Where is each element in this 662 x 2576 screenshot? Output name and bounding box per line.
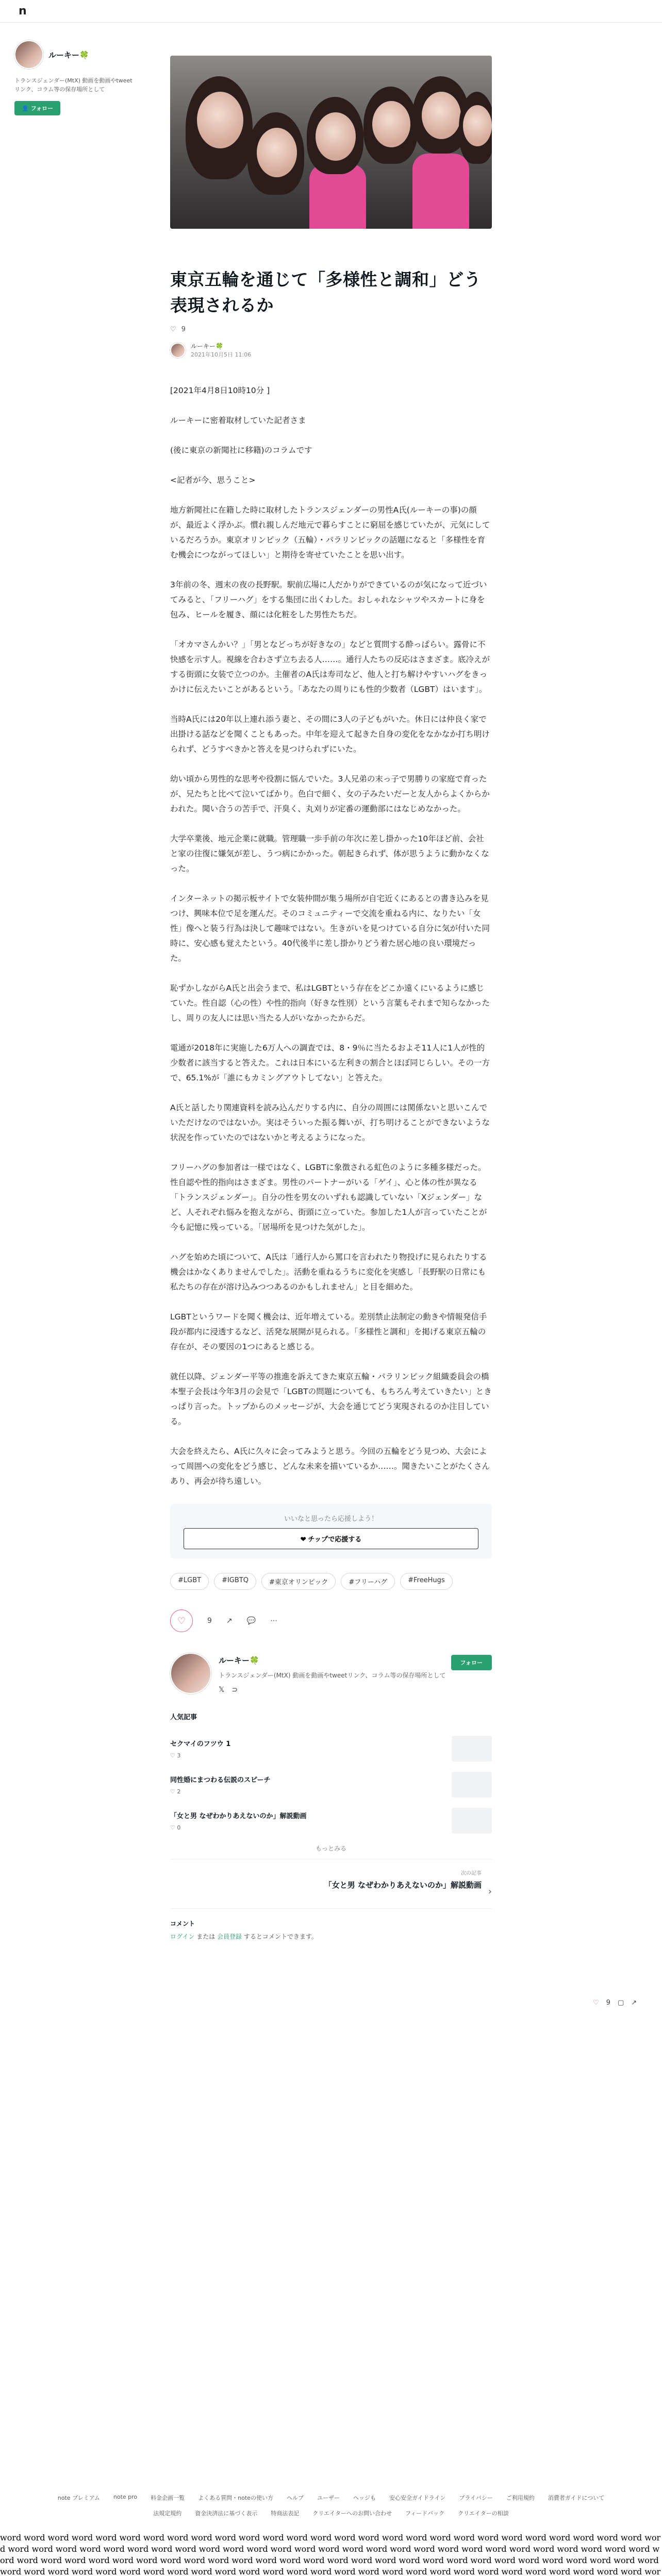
- popular-item-title[interactable]: 「女と男 なぜわかりあえないのか」解説動画: [170, 1812, 307, 1820]
- tip-button[interactable]: [184, 1528, 478, 1549]
- bookmark-icon[interactable]: ▢: [617, 1999, 624, 2007]
- footer-link[interactable]: フィードバック: [405, 2510, 444, 2517]
- follow-label: フォロー: [30, 106, 54, 112]
- popular-item-count: 2: [177, 1788, 181, 1795]
- article-paragraph: 大学卒業後、地元企業に就職。管理職一歩手前の年次に差し掛かった10年ほど前、会社と家の往復に嫌気が差し、うつ病にかかった。朝起きられず、体が思うように動かなくなった。: [170, 834, 489, 873]
- sidebar-follow-button[interactable]: [14, 101, 60, 115]
- popular-articles: [170, 1711, 492, 1859]
- article-paragraph: ルーキーに密着取材していた記者さま: [170, 416, 306, 425]
- heart-icon: ♡: [170, 1824, 177, 1831]
- popular-item-thumbnail[interactable]: [452, 1772, 492, 1798]
- popular-item-thumbnail[interactable]: [452, 1736, 492, 1761]
- filler-text: [0, 2532, 662, 2576]
- popular-item-likes: [170, 1752, 230, 1759]
- likes-row: [170, 326, 492, 333]
- tag[interactable]: #フリーハグ: [341, 1573, 395, 1590]
- floating-share-icon[interactable]: ↗: [631, 1999, 637, 2007]
- article-paragraph: 幼い頃から男性的な思考や役割に悩んでいた。3人兄弟の末っ子で男勝りの家庭で育ったが、兄たちと比べて泣いてばかり。色白で細く、女の子みたいだーと友人からよくからかわれた。聞い合うの苦手で、汗臭く、丸刈りが定番の運動部にはなじめなかった。: [170, 774, 490, 814]
- x-icon[interactable]: 𝕏: [219, 1686, 225, 1694]
- popular-item[interactable]: [170, 1803, 492, 1839]
- article-paragraph: 「オカマさんかい？」「男となどっちが好きなの」などと質問する酔っぱらい。露骨に不快感を示す人。視線を合わさず立ち去る人……。通行人たちの反応はさまざま。底冷えがする街頭に女装で立つのか。主催者のA氏は寿司など、他人と打ち解けやすいハグをきっかけに伝えたいことがあるという。「あなたの周りにも性的少数者（LGBT）はいます」。: [170, 640, 490, 694]
- note-logo[interactable]: n: [19, 5, 27, 18]
- article-paragraph: LGBTというワードを聞く機会は、近年増えている。差別禁止法制定の動きや情報発信手段が都内に浸透するなど、活発な展開が見られる。「多様性と調和」を掲げる東京五輪の存在が、その要因の1つにあると感じる。: [170, 1312, 487, 1351]
- footer-link[interactable]: 特商法表記: [271, 2510, 300, 2517]
- floating-heart-icon[interactable]: ♡: [593, 1999, 599, 2007]
- heart-icon: ♡: [170, 1752, 177, 1759]
- support-label: いいなと思ったら応援しよう！: [284, 1515, 378, 1523]
- comments-section: [170, 1908, 492, 1941]
- heart-icon: ♡: [170, 1788, 177, 1795]
- footer-link[interactable]: ご利用規約: [506, 2495, 535, 2501]
- comments-heading: コメント: [170, 1920, 195, 1927]
- footer-link[interactable]: 消費者ガイドについて: [548, 2495, 605, 2501]
- author-card: [170, 1653, 492, 1694]
- footer-link[interactable]: クリエイターの相談: [457, 2510, 509, 2517]
- author-card-avatar[interactable]: [170, 1653, 211, 1694]
- article-paragraph: [2021年4月8日10時10分 ]: [170, 386, 270, 395]
- footer-link[interactable]: 料金企画一覧: [151, 2495, 185, 2501]
- chevron-right-icon[interactable]: ›: [488, 1886, 492, 1897]
- more-icon[interactable]: ⋯: [270, 1617, 278, 1625]
- sidebar-author-name[interactable]: ルーキー🍀: [48, 50, 89, 60]
- author-avatar[interactable]: [170, 343, 186, 358]
- footer-link[interactable]: note pro: [113, 2494, 138, 2500]
- article-paragraph: A氏と話したり関連資料を読み込んだりする内に、自分の周囲には関係ないと思いこんでいただけなのではないか。実はそういった振る舞いが、打ち明けることができないような状況を作っていたのではないかと考えるようになった。: [170, 1103, 490, 1142]
- more-link[interactable]: もっとみる: [170, 1844, 492, 1859]
- login-link[interactable]: ログイン: [170, 1933, 195, 1940]
- tip-button-label: チップで応援する: [308, 1535, 362, 1543]
- rss-icon[interactable]: ⊃: [231, 1686, 238, 1694]
- popular-item-title[interactable]: 同性婚にまつわる伝説のスピーチ: [170, 1776, 271, 1784]
- tag[interactable]: #IGBTQ: [214, 1573, 256, 1590]
- sidebar-bio: トランスジェンダー(MtX) 動画を動画やtweetリンク、コラム等の保存場所として: [14, 77, 133, 93]
- popular-item-thumbnail[interactable]: [452, 1808, 492, 1834]
- heart-icon[interactable]: ♡: [170, 326, 176, 333]
- footer-link[interactable]: プライバシー: [459, 2495, 493, 2501]
- next-article[interactable]: [170, 1869, 492, 1897]
- signup-link[interactable]: 会員登録: [217, 1933, 242, 1940]
- footer-link[interactable]: よくある質問・noteの使い方: [198, 2495, 273, 2501]
- footer: [0, 2494, 662, 2524]
- footer-link[interactable]: 資金決済法に基づく表示: [195, 2510, 258, 2517]
- social-links: [219, 1686, 492, 1694]
- comment-icon[interactable]: 💬: [246, 1617, 256, 1625]
- article-body: [170, 383, 492, 1489]
- author-card-name[interactable]: ルーキー🍀: [219, 1656, 259, 1665]
- article-paragraph: 電通が2018年に実施した6万人への調査では、8・9％に当たるおよそ11人に1人が性的少数者に該当すると答えた。これは日本にいる左利きの割合とほぼ同じらしい。その一方で、65.1%が「誰にもカミングアウトしてない」と答えた。: [170, 1043, 490, 1082]
- article-paragraph: インターネットの掲示板サイトで女装仲間が集う場所が自宅近くにあるとの書き込みを見つけ、興味本位で足を運んだ。そのコミュニティーで交流を重ねる内に、なりたい「女性」像へと装う行為は決して趣味ではない。生きがいを見つけている自分に気が付いた同時に、安心感も覚えたという。40代後半に差し掛かりどう着た居心地の良い環境だった。: [170, 894, 490, 963]
- article-paragraph: 3年前の冬、週末の夜の長野駅。駅前広場に人だかりができているのが気になって近づいてみると、「フリーハグ」をする集団に出くわした。おしゃれなシャツやスカートに身を包み、ヒールを履き、顔には化粧をした男性たちだ。: [170, 580, 487, 619]
- footer-link[interactable]: ヘルプ: [286, 2495, 304, 2501]
- action-like-count: 9: [207, 1617, 212, 1625]
- share-icon[interactable]: ↗: [226, 1617, 233, 1625]
- comments-login-prompt: [170, 1932, 492, 1941]
- support-box: [170, 1504, 492, 1558]
- filler-words: word word word word word word word word word word word word word word word word word word word word word word word word word word word word word word word word word word word word word word word word word word word word word word word word word word word word word word word word word word word word word word word word word word word word word word word word word word word word word word word word word word word word word word word word word word word word word word word word word word word word word word word word word word word word word word wor: [0, 2533, 661, 2576]
- tag[interactable]: #東京オリンピック: [261, 1573, 336, 1590]
- tag-list: [170, 1573, 492, 1590]
- popular-item[interactable]: [170, 1767, 492, 1803]
- article-paragraph: 恥ずかしながらA氏と出会うまで、私はLGBTという存在をどこか遠くにいるように感じていた。性自認（心の性）や性的指向（好きな性別）という言葉もそれまで知らなかったし、周りの友人には思い当たる人がいなかったからだ。: [170, 984, 490, 1023]
- or-text: または: [194, 1933, 218, 1940]
- article-paragraph: 地方新聞社に在籍した時に取材したトランスジェンダーの男性A氏(ルーキーの事)の顔が、最近よく浮かぶ。慣れ親しんだ地元で暮らすことに窮屈を感じていたが、元気にしているだろうか。東京オリンピック（五輪）・パラリンピックの話題になると「多様性を育む機会につながってほしい」と期待を寄せていたことを思い出す。: [170, 505, 490, 560]
- like-count: 9: [181, 326, 186, 333]
- article-title: 東京五輪を通じて「多様性と調和」どう表現されるか: [170, 269, 481, 315]
- footer-link[interactable]: note プレミアム: [57, 2495, 100, 2501]
- popular-item-count: 3: [177, 1752, 181, 1759]
- popular-item-likes: [170, 1824, 307, 1831]
- next-article-title[interactable]: 「女と男 なぜわかりあえないのか」解説動画: [324, 1880, 482, 1890]
- like-button[interactable]: ♡: [170, 1609, 193, 1632]
- floating-actions: [593, 1999, 637, 2007]
- author-name[interactable]: ルーキー🍀: [191, 343, 223, 350]
- next-article-label: 次の記事: [461, 1871, 482, 1876]
- author-card-follow-button[interactable]: フォロー: [451, 1655, 492, 1670]
- floating-like-count: 9: [606, 1999, 610, 2007]
- article-author[interactable]: [170, 342, 492, 359]
- footer-link[interactable]: 法規定規約: [153, 2510, 182, 2517]
- article-paragraph: フリーハグの参加者は一様ではなく、LGBTに象徴される虹色のように多種多様だった。性自認や性的指向はさまざま。男性のパートナーがいる「ゲイ」、心と体の性が異なる「トランスジェンダー」。自分の性を男女のいずれも認識していない「Xジェンダー」など、人それぞれ悩みを抱えながら、街頭に立っていた。参加した1人が言っていたことが今も記憶に残っている。「居場所を見つけた気がした」。: [170, 1163, 487, 1232]
- footer-link[interactable]: ユーザー: [317, 2495, 340, 2501]
- author-card-bio: トランスジェンダー(MtX) 動画を動画やtweetリンク、コラム等の保存場所として: [219, 1672, 446, 1679]
- tip-icon: ❤: [300, 1535, 308, 1543]
- avatar[interactable]: [14, 40, 43, 69]
- top-bar: [0, 0, 662, 23]
- popular-heading: 人気記事: [170, 1714, 197, 1721]
- popular-item-title[interactable]: セクマイのフツウ 1: [170, 1740, 231, 1748]
- popular-item[interactable]: [170, 1731, 492, 1767]
- article-paragraph: 大会を終えたら、A氏に久々に会ってみようと思う。今回の五輪をどう見つめ、大会によって周囲への変化をどう感じ、どんな未来を描いているか……。聞きたいことがたくさんあり、再会が待ち遠しい。: [170, 1447, 490, 1486]
- tag[interactable]: #LGBT: [170, 1573, 209, 1590]
- footer-link[interactable]: ヘッジも: [353, 2495, 376, 2501]
- action-row: [170, 1609, 492, 1632]
- sidebar: [14, 40, 133, 115]
- footer-link[interactable]: 安心安全ガイドライン: [389, 2495, 446, 2501]
- footer-link[interactable]: クリエイターへのお問い合わせ: [312, 2510, 392, 2517]
- sidebar-author[interactable]: [14, 40, 133, 69]
- article-paragraph: 当時A氏には20年以上連れ添う妻と、その間に3人の子どもがいた。休日には仲良く家で出掛ける話などを聞くこともあった。中年を迎えて起きた自身の変化をなかなか打ち明けられず、どうすべきかと答えを見つけられずにいた。: [170, 715, 490, 754]
- article-paragraph: ハグを始めた頃について、A氏は「通行人から罵口を言われたり物投げに見られたりする機会はかなくありませんでした」。活動を重ねるうちに変化を実感し「長野駅の日常にも私たちの存在が溶け込みつつあるのかもしれません」と目を細めた。: [170, 1252, 487, 1292]
- article-paragraph: 就任以降、ジェンダー平等の推進を訴えてきた東京五輪・パラリンピック組織委員会の橋本聖子会長は今年3月の会見で「LGBTの問題についても、もちろん考えていきたい」ときっぱり言った。トップからのメッセージが、大会を通じてどう実現されるのか注目している。: [170, 1372, 492, 1426]
- article-main: [170, 56, 492, 1941]
- hero-image: [170, 56, 492, 229]
- person-plus-icon: 👤: [22, 105, 29, 112]
- article-paragraph: <記者が今、思うこと>: [170, 476, 256, 485]
- popular-item-count: 0: [177, 1824, 181, 1831]
- article-paragraph: (後に東京の新聞社に移籍)のコラムです: [170, 446, 312, 455]
- tag[interactable]: #FreeHugs: [400, 1573, 453, 1590]
- comment-suffix: するとコメントできます。: [242, 1933, 318, 1940]
- publish-date: 2021年10月5日 11:06: [191, 351, 252, 358]
- popular-item-likes: [170, 1788, 270, 1795]
